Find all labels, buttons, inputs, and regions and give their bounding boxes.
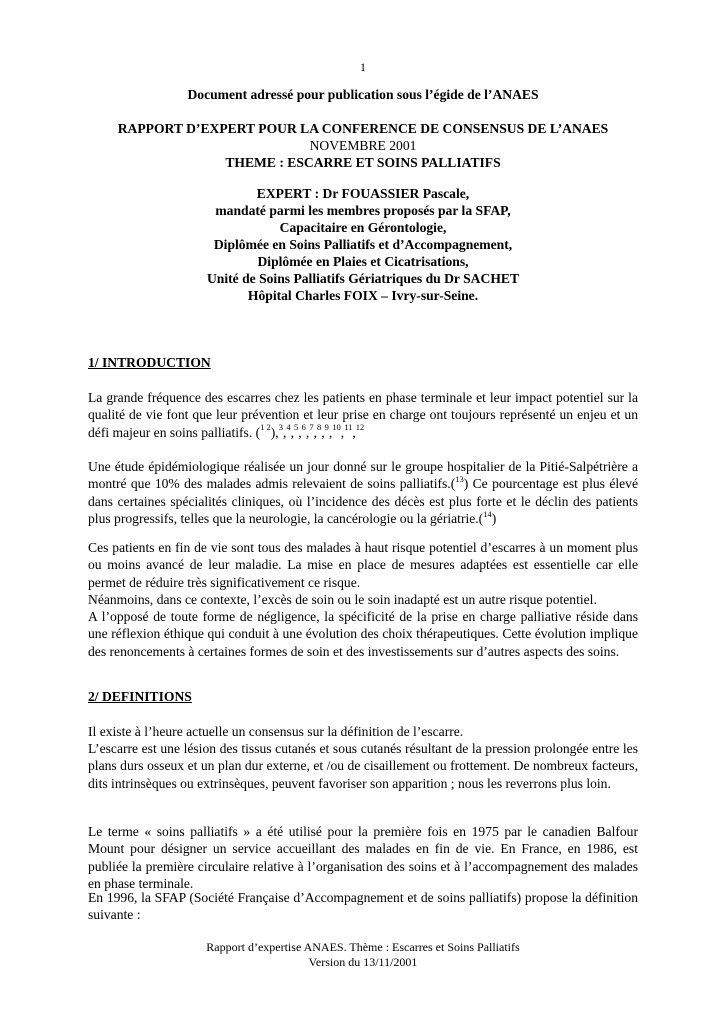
definitions-paragraph-1: Il existe à l’heure actuelle un consensus sur la définition de l’escarre. (88, 724, 464, 739)
intro-p1-punct: , (305, 424, 310, 440)
intro-p1-punct: , (328, 424, 333, 440)
reference-superscript: 8 (316, 422, 322, 433)
expert-line: mandaté parmi les membres proposés par la SFAP, (215, 203, 511, 218)
intro-p2-text: Une étude épidémiologique réalisée un jour donné sur le groupe hospitalier de la Pitié-Salpétrière a montré que 10% des malades admis relevaient de soins palliatifs.( (88, 459, 638, 492)
definitions-paragraph-4: En 1996, la SFAP (Société Française d’Accompagnement et de soins palliatifs) propose la définition suivante : (88, 890, 638, 923)
expert-line: Diplômée en Soins Palliatifs et d’Accompagnement, (213, 237, 513, 252)
intro-paragraph-3: Ces patients en fin de vie sont tous des malades à haut risque potentiel d’escarres à un moment plus ou moins avancé de leur maladie. La mise en place de mesures adaptées est essentielle car elle permet de réduire très significativement ce risque. (88, 540, 638, 590)
definitions-paragraph-2: L’escarre est une lésion des tissus cutanés et sous cutanés résultant de la pression prolongée entre les plans durs osseux et un plan dur externe, et /ou de cisaillement ou frottement. De nombreux facteurs, dits intrinsèques ou extrinsèques, peuvent favoriser son apparition ; nous les reverrons plus loin. (88, 741, 638, 791)
reference-superscript: 13 (455, 473, 464, 484)
definitions-paragraph-3: Le terme « soins palliatifs » a été utilisé pour la première fois en 1975 par le canadien Balfour Mount pour désigner un service accueillant des malades en fin de vie. En France, en 1986, est publiée la première circulaire relative à l’organisation des soins et à l’accompagnement des malades en phase terminale. (88, 824, 638, 892)
expert-line: Diplômée en Plaies et Cicatrisations, (257, 254, 469, 269)
intro-p1-punct: , (282, 424, 287, 440)
reference-superscript: 5 (294, 422, 299, 433)
reference-superscript: 11 (344, 422, 353, 433)
reference-superscript: 3 (278, 422, 283, 433)
report-title-block (88, 120, 638, 171)
intro-p1-punct: ), (270, 424, 279, 440)
intro-p1-punct: , (290, 424, 295, 440)
intro-p1-punct: , (340, 424, 345, 440)
header-line: Document adressé pour publication sous l’égide de l’ANAES (187, 87, 539, 102)
expert-block (88, 185, 638, 304)
intro-p1-text: La grande fréquence des escarres chez les patients en phase terminale et leur impact potentiel sur la qualité de vie font que leur prévention et leur prise en charge ont toujours représenté un enjeu et un défi majeur en soins palliatifs. ( (88, 390, 638, 440)
expert-line: Capacitaire en Gérontologie, (279, 220, 447, 235)
reference-superscript: 1 2 (260, 422, 271, 433)
reference-superscript: 10 (332, 422, 341, 433)
intro-paragraph-5: A l’opposé de toute forme de négligence, la spécificité de la prise en charge palliative réside dans une réflexion éthique qui conduit à une évolution des choix thérapeutiques. Cette évolution implique des renoncements à certaines formes de soin et des investissements sur d’autres aspects des soins. (88, 609, 638, 659)
report-theme: THEME : ESCARRE ET SOINS PALLIATIFS (225, 155, 501, 170)
expert-line: EXPERT : Dr FOUASSIER Pascale, (256, 186, 470, 201)
reference-superscript: 9 (324, 422, 329, 433)
reference-superscript: 4 (286, 422, 291, 433)
reference-superscript: 6 (301, 422, 306, 433)
reference-superscript: 14 (483, 508, 492, 519)
reference-superscript: 7 (309, 422, 314, 433)
intro-p1-punct: , (298, 424, 302, 440)
intro-p2-text: ) (491, 511, 497, 527)
footer-line: Version du 13/11/2001 (308, 955, 418, 969)
intro-p1-punct: , (352, 424, 356, 440)
report-date: NOVEMBRE 2001 (309, 138, 417, 153)
page-footer (88, 940, 638, 970)
reference-superscript: 12 (355, 422, 365, 433)
footer-line: Rapport d’expertise ANAES. Thème : Escarres et Soins Palliatifs (206, 940, 520, 954)
report-title: RAPPORT D’EXPERT POUR LA CONFERENCE DE CONSENSUS DE L’ANAES (117, 121, 609, 136)
page-number: 1 (360, 60, 366, 74)
intro-paragraph-2 (88, 458, 638, 528)
intro-p1-punct: , (321, 424, 325, 440)
intro-p1-punct: , (313, 424, 317, 440)
intro-p2-text: ) Ce pourcentage est plus élevé dans certaines spécialités cliniques, où l’incidence des décès est plus forte et le déclin des patients plus progressifs, telles que la neurologie, la cancérologie ou la gériatrie.( (88, 476, 638, 527)
intro-paragraph-4: Néanmoins, dans ce contexte, l’excès de soin ou le soin inadapté est un autre risque potentiel. (88, 592, 597, 607)
expert-line: Unité de Soins Palliatifs Gériatriques du Dr SACHET (206, 271, 520, 286)
section-heading-definitions: 2/ DEFINITIONS (88, 689, 192, 704)
intro-paragraph-1 (88, 389, 638, 441)
expert-line: Hôpital Charles FOIX – Ivry-sur-Seine. (247, 288, 479, 303)
section-heading-introduction: 1/ INTRODUCTION (88, 355, 211, 370)
